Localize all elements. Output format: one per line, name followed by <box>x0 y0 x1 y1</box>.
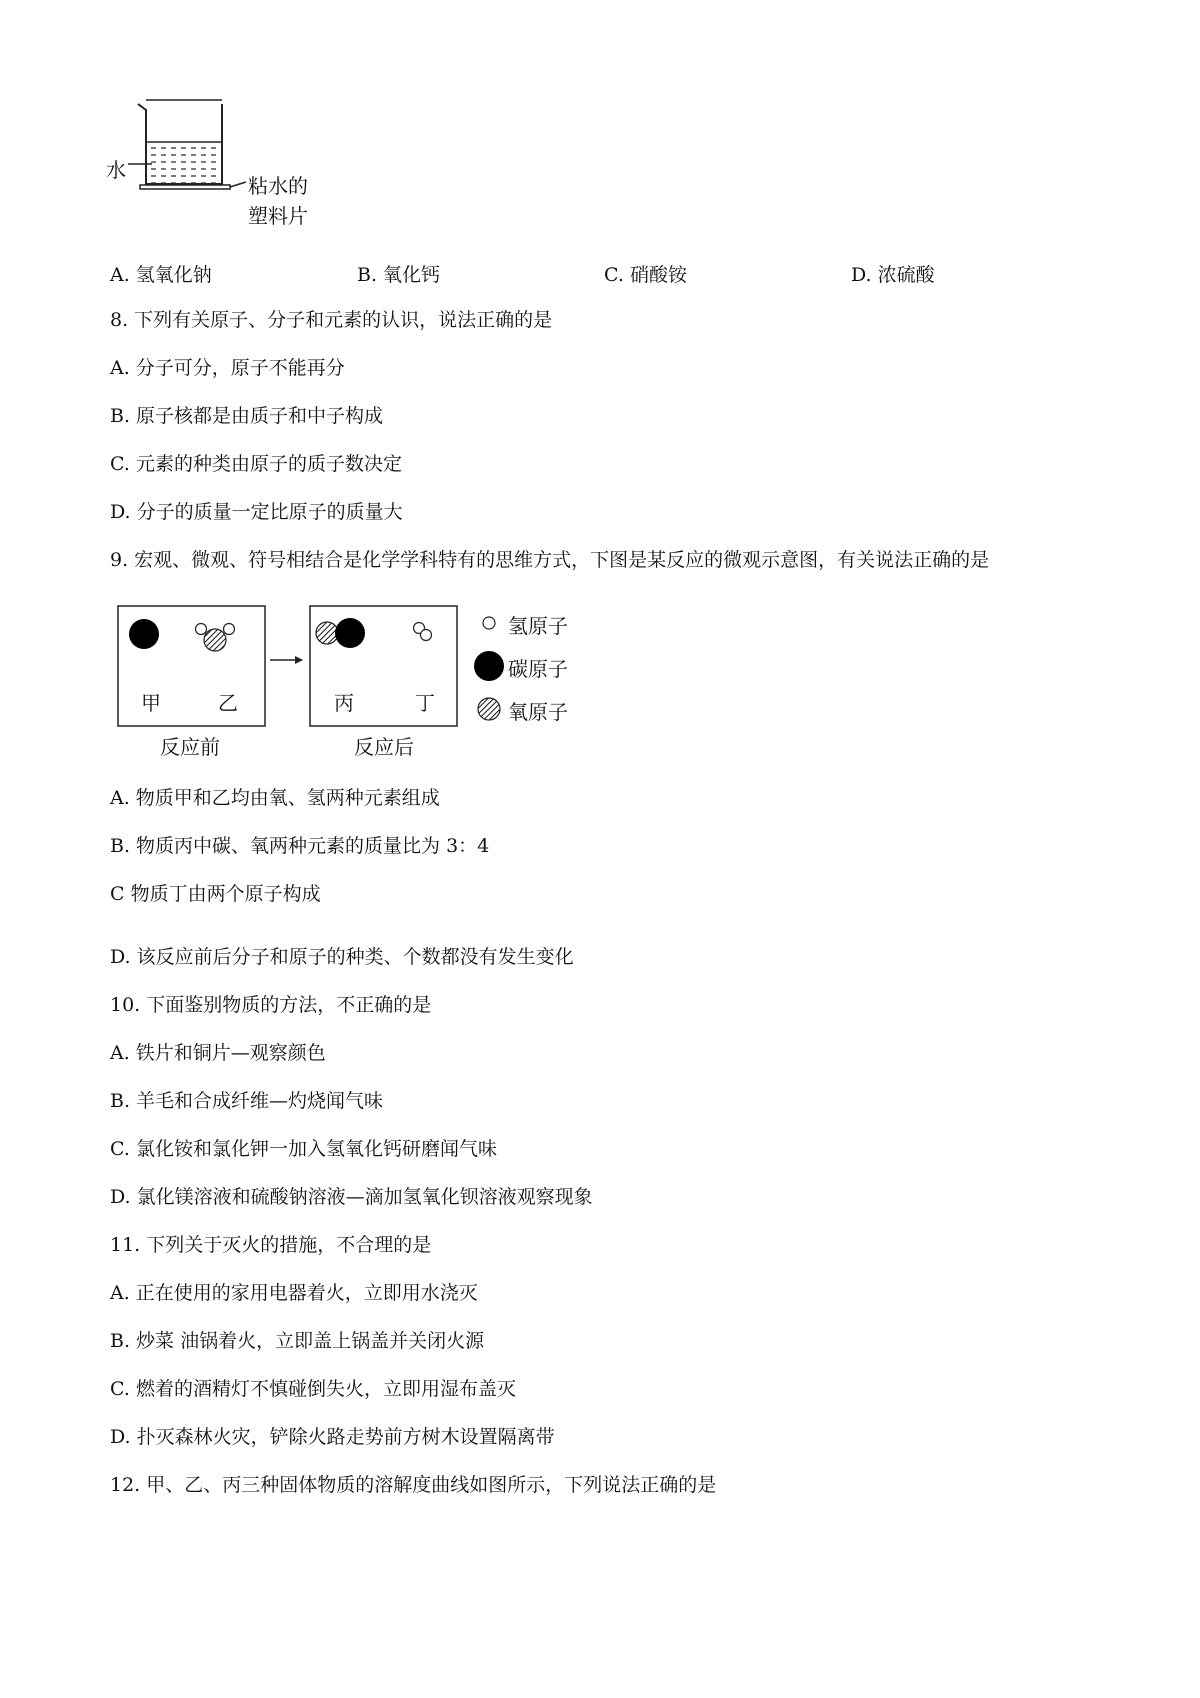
label-bing: 丙 <box>334 691 354 715</box>
q10-option-c: C. 氯化铵和氯化钾一加入氢氧化钙研磨闻气味 <box>110 1138 497 1160</box>
q9-stem: 9. 宏观、微观、符号相结合是化学学科特有的思维方式，下图是某反应的微观示意图，有关说法正确的是 <box>110 549 990 571</box>
legend-hydrogen-atom <box>483 617 495 629</box>
q10-option-b: B. 羊毛和合成纤维—灼烧闻气味 <box>110 1090 384 1112</box>
q8-option-c: C. 元素的种类由原子的质子数决定 <box>110 453 402 475</box>
legend-carbon-atom <box>474 651 504 681</box>
q9-option-c: C 物质丁由两个原子构成 <box>110 883 321 905</box>
label-jia: 甲 <box>141 691 161 715</box>
legend-oxygen-atom <box>478 698 500 720</box>
label-ding: 丁 <box>415 691 435 715</box>
q11-option-d: D. 扑灭森林火灾，铲除火路走势前方树木设置隔离带 <box>110 1426 555 1448</box>
q7-option-d: D. 浓硫酸 <box>851 264 935 286</box>
plastic-label-line2: 塑料片 <box>248 204 308 228</box>
plastic-label-line1: 粘水的 <box>248 174 308 198</box>
q11-option-b: B. 炒菜 油锅着火，立即盖上锅盖并关闭火源 <box>110 1330 485 1352</box>
q7-option-c: C. 硝酸铵 <box>604 264 687 286</box>
legend-hydrogen-label: 氢原子 <box>508 614 568 638</box>
q10-option-a: A. 铁片和铜片—观察颜色 <box>110 1042 326 1064</box>
q9-option-b: B. 物质丙中碳、氧两种元素的质量比为 3：4 <box>110 835 490 857</box>
ding-hydrogen-atom-2 <box>421 630 432 641</box>
bing-oxygen-atom <box>316 622 338 644</box>
beaker-figure <box>100 96 340 246</box>
q11-option-a: A. 正在使用的家用电器着火，立即用水浇灭 <box>110 1282 478 1304</box>
q7-option-b: B. 氧化钙 <box>357 264 441 286</box>
legend-carbon-label: 碳原子 <box>508 657 568 681</box>
q8-option-b: B. 原子核都是由质子和中子构成 <box>110 405 384 427</box>
q8-option-d: D. 分子的质量一定比原子的质量大 <box>110 501 403 523</box>
q9-option-a: A. 物质甲和乙均由氧、氢两种元素组成 <box>110 787 440 809</box>
q11-stem: 11. 下列关于灭火的措施，不合理的是 <box>110 1234 432 1256</box>
water-label: 水 <box>106 158 126 182</box>
q12-stem: 12. 甲、乙、丙三种固体物质的溶解度曲线如图所示，下列说法正确的是 <box>110 1474 717 1496</box>
caption-after: 反应后 <box>354 735 414 759</box>
q9-option-d: D. 该反应前后分子和原子的种类、个数都没有发生变化 <box>110 946 574 968</box>
legend-oxygen-label: 氧原子 <box>508 700 568 724</box>
q10-stem: 10. 下面鉴别物质的方法，不正确的是 <box>110 994 432 1016</box>
caption-before: 反应前 <box>160 735 220 759</box>
yi-oxygen-atom <box>204 629 226 651</box>
yi-hydrogen-atom-1 <box>196 624 207 635</box>
label-yi: 乙 <box>218 691 238 715</box>
q8-option-a: A. 分子可分，原子不能再分 <box>110 357 345 379</box>
yi-hydrogen-atom-2 <box>224 624 235 635</box>
q8-stem: 8. 下列有关原子、分子和元素的认识，说法正确的是 <box>110 309 553 331</box>
jia-carbon-atom <box>129 619 159 649</box>
q7-option-a: A. 氢氧化钠 <box>110 264 212 286</box>
q11-option-c: C. 燃着的酒精灯不慎碰倒失火，立即用湿布盖灭 <box>110 1378 516 1400</box>
reaction-diagram <box>110 595 610 759</box>
bing-carbon-atom <box>335 618 365 648</box>
q10-option-d: D. 氯化镁溶液和硫酸钠溶液—滴加氢氧化钡溶液观察现象 <box>110 1186 593 1208</box>
